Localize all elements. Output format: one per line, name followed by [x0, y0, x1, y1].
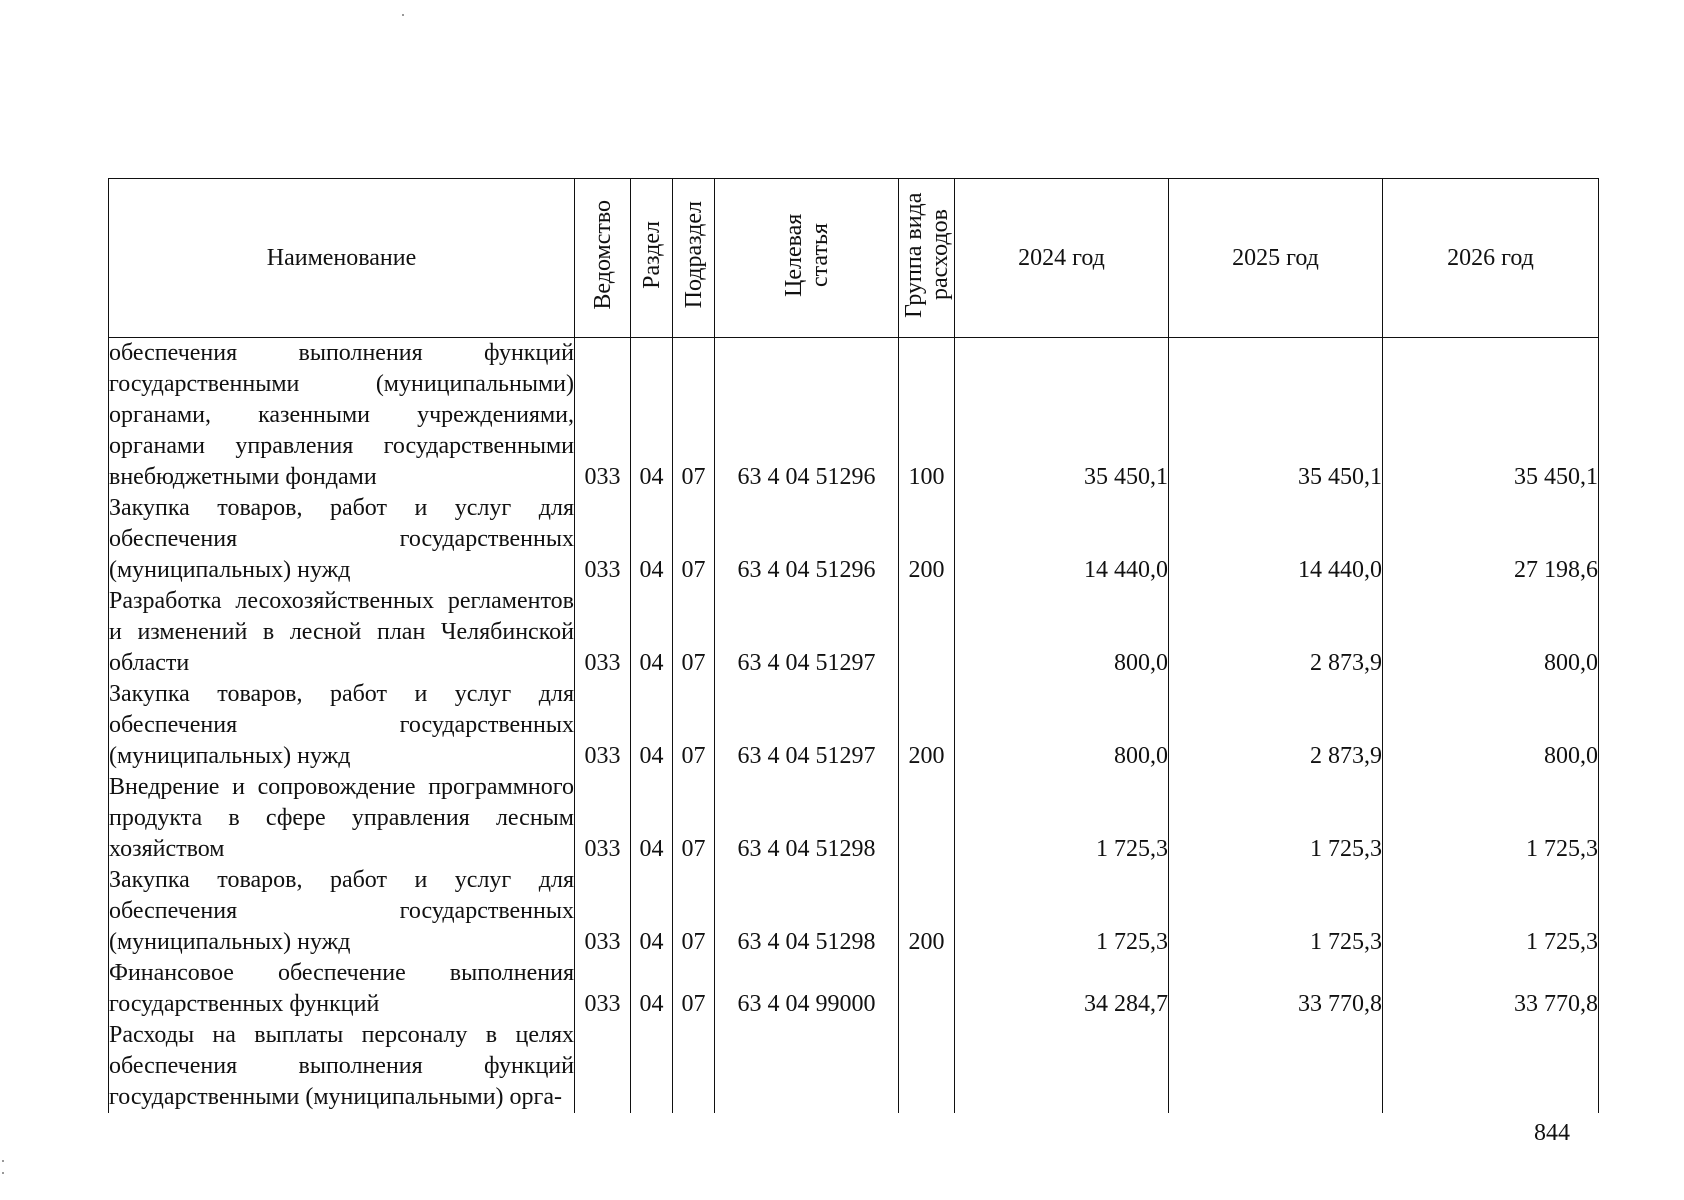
- header-dept: Ведомство: [575, 179, 631, 338]
- row-name: Разработка лесохозяйственных регламентов и изменений в лесной план Челябинской области: [109, 586, 575, 679]
- row-2024: 35 450,1: [955, 338, 1169, 494]
- row-name: обеспечения выполнения функций государственными (муниципальными) органами, казенными учреждениями, органами управления государственными внебюджетными фондами: [109, 338, 575, 494]
- row-2026: 33 770,8: [1383, 958, 1599, 1020]
- row-target: [715, 1020, 899, 1113]
- row-section: 04: [631, 679, 673, 772]
- row-name: Внедрение и сопровождение программного продукта в сфере управления лесным хозяйством: [109, 772, 575, 865]
- row-target: 63 4 04 51297: [715, 679, 899, 772]
- header-expense-group: Группа вида расходов: [899, 179, 955, 338]
- row-2024: [955, 1020, 1169, 1113]
- row-dept: 033: [575, 772, 631, 865]
- row-2025: 1 725,3: [1169, 772, 1383, 865]
- row-2025: 14 440,0: [1169, 493, 1383, 586]
- row-dept: 033: [575, 679, 631, 772]
- row-name: Закупка товаров, работ и услуг для обеспечения государственных (муниципальных) нужд: [109, 493, 575, 586]
- table-row: [109, 493, 1599, 586]
- table-row: [109, 679, 1599, 772]
- table-row: [109, 865, 1599, 958]
- row-2024: 1 725,3: [955, 865, 1169, 958]
- row-dept: 033: [575, 586, 631, 679]
- row-2025: 2 873,9: [1169, 586, 1383, 679]
- row-dept: 033: [575, 338, 631, 494]
- scan-speck: [2, 1160, 4, 1162]
- row-2026: 1 725,3: [1383, 865, 1599, 958]
- header-target: Целевая статья: [715, 179, 899, 338]
- table-row: [109, 338, 1599, 494]
- header-2024: 2024 год: [955, 179, 1169, 338]
- table-row: [109, 772, 1599, 865]
- row-subsection: [673, 1020, 715, 1113]
- row-target: 63 4 04 51296: [715, 493, 899, 586]
- scan-speck: [2, 1172, 4, 1174]
- row-2024: 14 440,0: [955, 493, 1169, 586]
- row-target: 63 4 04 51298: [715, 772, 899, 865]
- row-subsection: 07: [673, 586, 715, 679]
- row-2026: 35 450,1: [1383, 338, 1599, 494]
- scan-speck: [402, 14, 404, 16]
- row-subsection: 07: [673, 772, 715, 865]
- row-section: 04: [631, 958, 673, 1020]
- row-target: 63 4 04 99000: [715, 958, 899, 1020]
- table-row: [109, 958, 1599, 1020]
- row-group: [899, 1020, 955, 1113]
- row-dept: [575, 1020, 631, 1113]
- row-section: [631, 1020, 673, 1113]
- row-group: 100: [899, 338, 955, 494]
- row-dept: 033: [575, 865, 631, 958]
- row-section: 04: [631, 493, 673, 586]
- row-2024: 34 284,7: [955, 958, 1169, 1020]
- row-section: 04: [631, 586, 673, 679]
- row-subsection: 07: [673, 338, 715, 494]
- row-2026: [1383, 1020, 1599, 1113]
- header-2025: 2025 год: [1169, 179, 1383, 338]
- row-group: [899, 772, 955, 865]
- row-group: [899, 958, 955, 1020]
- header-name: Наименование: [109, 179, 575, 338]
- header-2026: 2026 год: [1383, 179, 1599, 338]
- row-2024: 800,0: [955, 679, 1169, 772]
- row-subsection: 07: [673, 865, 715, 958]
- row-section: 04: [631, 865, 673, 958]
- row-2024: 800,0: [955, 586, 1169, 679]
- row-section: 04: [631, 338, 673, 494]
- row-2025: 1 725,3: [1169, 865, 1383, 958]
- row-section: 04: [631, 772, 673, 865]
- row-target: 63 4 04 51296: [715, 338, 899, 494]
- row-subsection: 07: [673, 493, 715, 586]
- header-section: Раздел: [631, 179, 673, 338]
- row-2025: 33 770,8: [1169, 958, 1383, 1020]
- row-dept: 033: [575, 958, 631, 1020]
- table-row: [109, 586, 1599, 679]
- row-2025: 2 873,9: [1169, 679, 1383, 772]
- row-name: Закупка товаров, работ и услуг для обеспечения государственных (муниципальных) нужд: [109, 679, 575, 772]
- row-group: [899, 586, 955, 679]
- row-name: Закупка товаров, работ и услуг для обеспечения государственных (муниципальных) нужд: [109, 865, 575, 958]
- row-2026: 1 725,3: [1383, 772, 1599, 865]
- row-group: 200: [899, 493, 955, 586]
- row-target: 63 4 04 51298: [715, 865, 899, 958]
- header-subsection: Подраздел: [673, 179, 715, 338]
- row-name: Финансовое обеспечение выполнения государственных функций: [109, 958, 575, 1020]
- row-group: 200: [899, 865, 955, 958]
- row-2026: 800,0: [1383, 679, 1599, 772]
- table-row: [109, 1020, 1599, 1113]
- row-subsection: 07: [673, 958, 715, 1020]
- row-dept: 033: [575, 493, 631, 586]
- page-number: 844: [1534, 1120, 1570, 1146]
- row-group: 200: [899, 679, 955, 772]
- row-2026: 27 198,6: [1383, 493, 1599, 586]
- row-2025: 35 450,1: [1169, 338, 1383, 494]
- row-name: Расходы на выплаты персоналу в целях обеспечения выполнения функций государственными (муниципальными) орга-: [109, 1020, 575, 1113]
- table-header-row: [109, 179, 1599, 338]
- budget-table: [108, 178, 1599, 1113]
- row-2024: 1 725,3: [955, 772, 1169, 865]
- row-2025: [1169, 1020, 1383, 1113]
- row-subsection: 07: [673, 679, 715, 772]
- row-2026: 800,0: [1383, 586, 1599, 679]
- row-target: 63 4 04 51297: [715, 586, 899, 679]
